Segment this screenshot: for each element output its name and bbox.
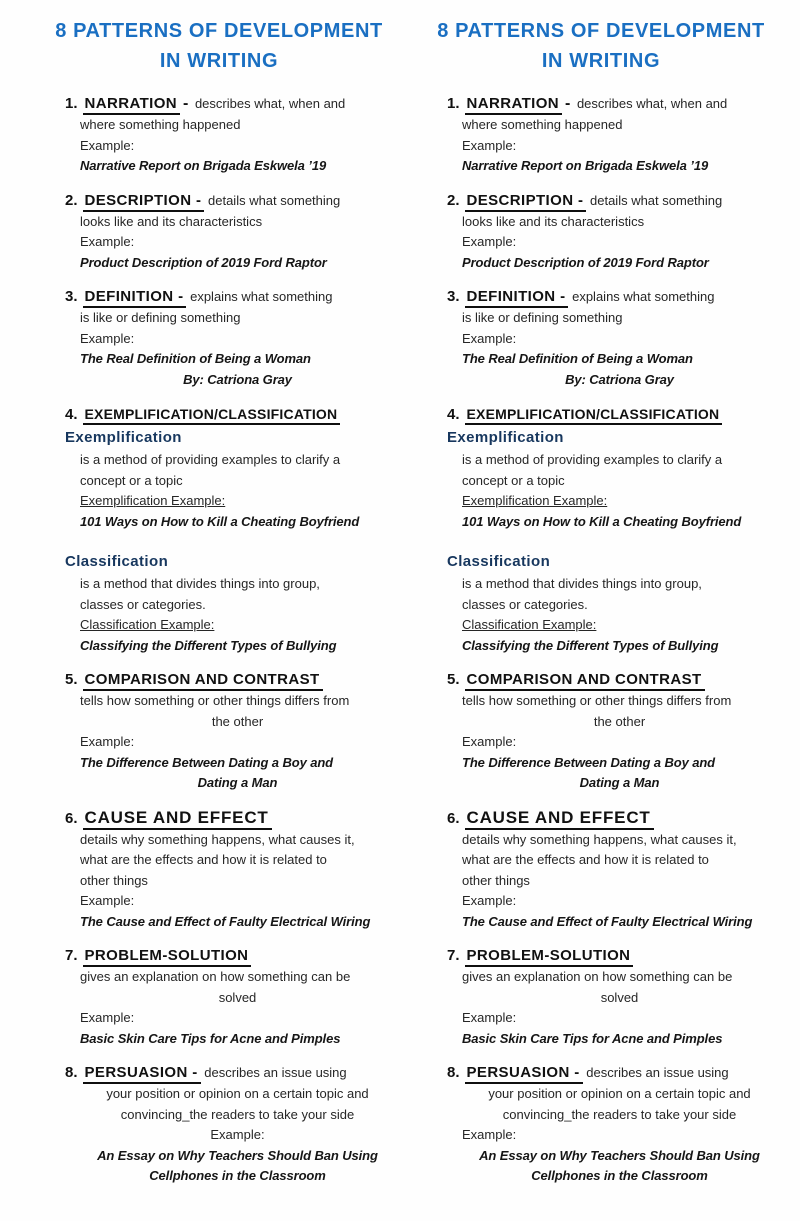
pattern-item (425, 945, 777, 1049)
subsection-heading: Exemplification (65, 429, 182, 446)
example-title-line: Narrative Report on Brigada Eskwela ’19 (462, 158, 709, 173)
item-heading-dash: - (565, 95, 571, 112)
pattern-item-head (65, 669, 395, 691)
example-title-line: The Difference Between Dating a Boy and (80, 754, 334, 770)
example-label: Example: (462, 1127, 517, 1142)
example-label: Example: (80, 330, 135, 346)
sub-example-label: Classification Example: (80, 617, 215, 632)
pattern-item-head (65, 190, 395, 212)
example-label: Example: (80, 1010, 135, 1025)
item-heading: PROBLEM-SOLUTION (465, 947, 634, 967)
example-title-line: Dating a Man (197, 775, 278, 790)
item-number: 6. (65, 809, 78, 827)
example-title-line: An Essay on Why Teachers Should Ban Using (97, 1147, 378, 1163)
item-inline-desc: describes an issue using (582, 1065, 729, 1080)
item-heading: PERSUASION - (83, 1064, 201, 1084)
item-body-line: solved (218, 989, 257, 1005)
item-number: 6. (447, 809, 460, 827)
pattern-item (425, 93, 777, 177)
pattern-item (425, 190, 777, 274)
item-body-line: tells how something or other things differs from (462, 693, 732, 708)
item-body-line: convincing_the readers to take your side (502, 1106, 737, 1122)
item-body-line: the other (593, 713, 646, 729)
item-heading-dash: - (183, 95, 189, 112)
pattern-item-head (65, 1062, 395, 1084)
example-label: Example: (462, 1010, 517, 1025)
item-number: 3. (65, 288, 78, 305)
item-inline-desc: explains what something (568, 289, 715, 304)
item-body-line: what are the effects and how it is related to (80, 852, 327, 867)
example-title-line: Classifying the Different Types of Bullying (80, 637, 337, 653)
example-title-line: Basic Skin Care Tips for Acne and Pimples (80, 1030, 341, 1046)
item-body-line: convincing_the readers to take your side (120, 1106, 355, 1122)
item-heading: DEFINITION - (465, 288, 569, 308)
column-left (43, 0, 395, 1221)
item-inline-desc: details what something (204, 192, 341, 208)
item-body-line: where something happened (462, 117, 623, 132)
example-label: Example: (462, 893, 517, 908)
example-title-line: Basic Skin Care Tips for Acne and Pimples (462, 1030, 723, 1046)
subsection-heading: Exemplification (447, 429, 564, 446)
example-title-line: The Cause and Effect of Faulty Electrical Wiring (462, 913, 753, 929)
pattern-item (425, 669, 777, 794)
item-body-line: other things (80, 872, 148, 888)
example-label: Example: (80, 734, 135, 749)
item-body-line: is like or defining something (462, 310, 623, 325)
item-inline-desc: describes what, when and (191, 96, 346, 111)
item-body-line: details why something happens, what causes it, (80, 831, 355, 847)
item-heading: COMPARISON AND CONTRAST (83, 671, 323, 691)
pattern-item-head (447, 945, 777, 967)
example-title-line: Classifying the Different Types of Bullying (462, 637, 719, 653)
example-label: Example: (80, 234, 135, 249)
item-body-line: details why something happens, what causes it, (462, 831, 737, 847)
pattern-item (43, 669, 395, 794)
item-number: 8. (65, 1064, 78, 1081)
example-title-line: Product Description of 2019 Ford Raptor (80, 254, 327, 270)
pattern-item (43, 807, 395, 933)
item-heading: CAUSE AND EFFECT (465, 808, 654, 830)
subsection-body-line: classes or categories. (80, 596, 206, 612)
item-heading: CAUSE AND EFFECT (83, 808, 272, 830)
item-heading: DESCRIPTION - (465, 192, 587, 212)
example-label: Example: (462, 330, 517, 346)
subsection-body-line: concept or a topic (80, 472, 183, 488)
example-label: Example: (462, 234, 517, 249)
pattern-item-head (447, 286, 777, 308)
subsection-body-line: is a method that divides things into group, (80, 576, 320, 591)
pattern-item (425, 807, 777, 933)
item-number: 5. (65, 671, 78, 688)
item-heading: PROBLEM-SOLUTION (83, 947, 252, 967)
item-heading: COMPARISON AND CONTRAST (465, 671, 705, 691)
pattern-item-head (447, 403, 777, 426)
example-title-line: An Essay on Why Teachers Should Ban Using (479, 1147, 760, 1163)
example-title-line: The Difference Between Dating a Boy and (462, 754, 716, 770)
example-title-line: By: Catriona Gray (565, 371, 674, 387)
item-heading: EXEMPLIFICATION/CLASSIFICATION (465, 406, 723, 425)
example-label: Example: (462, 137, 517, 153)
item-number: 5. (447, 671, 460, 688)
item-inline-desc: details what something (586, 192, 723, 208)
pattern-item-head (65, 807, 395, 830)
pattern-item-head (65, 286, 395, 308)
item-number: 1. (447, 95, 460, 112)
item-number: 7. (447, 947, 460, 964)
item-body-line: solved (600, 989, 639, 1005)
item-heading: DESCRIPTION - (83, 192, 205, 212)
example-title-line: Narrative Report on Brigada Eskwela ’19 (80, 158, 327, 173)
pattern-item-head (65, 945, 395, 967)
page-title (43, 16, 395, 76)
item-heading: PERSUASION - (465, 1064, 583, 1084)
example-title-line: The Real Definition of Being a Woman (462, 351, 693, 366)
pattern-item (43, 945, 395, 1049)
pattern-item (43, 403, 395, 656)
item-body-line: your position or opinion on a certain topic and (106, 1086, 369, 1101)
example-title-line: 101 Ways on How to Kill a Cheating Boyfriend (80, 513, 360, 529)
example-title-line: Cellphones in the Classroom (149, 1168, 326, 1183)
subsection-body-line: classes or categories. (462, 596, 588, 612)
pattern-item (43, 1062, 395, 1187)
sub-example-label: Classification Example: (462, 617, 597, 632)
page-title-line2: IN WRITING (541, 50, 661, 72)
item-number: 4. (65, 406, 78, 423)
item-body-line: what are the effects and how it is related to (462, 852, 709, 867)
example-title-line: Dating a Man (579, 775, 660, 790)
item-body-line: is like or defining something (80, 310, 241, 325)
item-body-line: the other (211, 713, 264, 729)
item-body-line: where something happened (80, 117, 241, 132)
subsection-heading: Classification (65, 553, 169, 570)
page-title-line2: IN WRITING (159, 50, 279, 72)
pattern-item (43, 286, 395, 390)
item-number: 8. (447, 1064, 460, 1081)
pattern-subsection (65, 550, 395, 656)
sub-example-label: Exemplification Example: (462, 493, 608, 508)
pattern-subsection (447, 550, 777, 656)
item-heading: NARRATION (83, 95, 180, 115)
pattern-item-head (447, 669, 777, 691)
example-title-line: Cellphones in the Classroom (531, 1168, 708, 1183)
item-body-line: looks like and its characteristics (462, 213, 645, 229)
item-inline-desc: describes an issue using (200, 1065, 347, 1080)
column-right (425, 0, 777, 1221)
example-title-line: The Cause and Effect of Faulty Electrical Wiring (80, 913, 371, 929)
item-body-line: other things (462, 872, 530, 888)
item-inline-desc: explains what something (186, 289, 333, 304)
example-label: Example: (80, 137, 135, 153)
item-inline-desc: describes what, when and (573, 96, 728, 111)
item-number: 7. (65, 947, 78, 964)
pattern-item (425, 403, 777, 656)
pattern-subsection (65, 426, 395, 532)
item-body-line: looks like and its characteristics (80, 213, 263, 229)
pattern-item-head (447, 1062, 777, 1084)
subsection-body-line: concept or a topic (462, 472, 565, 488)
subsection-body-line: is a method of providing examples to clarify a (462, 452, 723, 467)
item-heading: NARRATION (465, 95, 562, 115)
example-title-line: The Real Definition of Being a Woman (80, 351, 311, 366)
item-heading: DEFINITION - (83, 288, 187, 308)
item-body-line: gives an explanation on how something can be (80, 969, 351, 984)
item-number: 1. (65, 95, 78, 112)
example-label: Example: (210, 1127, 265, 1142)
page-title-line1: 8 PATTERNS OF DEVELOPMENT (55, 20, 383, 42)
item-body-line: your position or opinion on a certain topic and (488, 1086, 751, 1101)
pattern-item (43, 93, 395, 177)
example-title-line: Product Description of 2019 Ford Raptor (462, 254, 709, 270)
page-title (425, 16, 777, 76)
item-number: 2. (65, 191, 78, 209)
pattern-item (43, 190, 395, 274)
item-body-line: gives an explanation on how something can be (462, 969, 733, 984)
sub-example-label: Exemplification Example: (80, 493, 226, 508)
pattern-item-head (65, 403, 395, 426)
example-label: Example: (80, 893, 135, 908)
pattern-item (425, 1062, 777, 1187)
pattern-item-head (447, 807, 777, 830)
item-number: 4. (447, 406, 460, 423)
item-number: 3. (447, 288, 460, 305)
subsection-heading: Classification (447, 553, 551, 570)
page-title-line1: 8 PATTERNS OF DEVELOPMENT (437, 20, 765, 42)
item-heading: EXEMPLIFICATION/CLASSIFICATION (83, 406, 341, 425)
pattern-item-head (447, 93, 777, 115)
subsection-body-line: is a method that divides things into group, (462, 576, 702, 591)
pattern-item (425, 286, 777, 390)
example-title-line: By: Catriona Gray (183, 371, 292, 387)
item-number: 2. (447, 191, 460, 209)
pattern-subsection (447, 426, 777, 532)
item-body-line: tells how something or other things differs from (80, 693, 350, 708)
subsection-body-line: is a method of providing examples to clarify a (80, 452, 341, 467)
example-label: Example: (462, 734, 517, 749)
pattern-item-head (447, 190, 777, 212)
example-title-line: 101 Ways on How to Kill a Cheating Boyfriend (462, 513, 742, 529)
pattern-item-head (65, 93, 395, 115)
